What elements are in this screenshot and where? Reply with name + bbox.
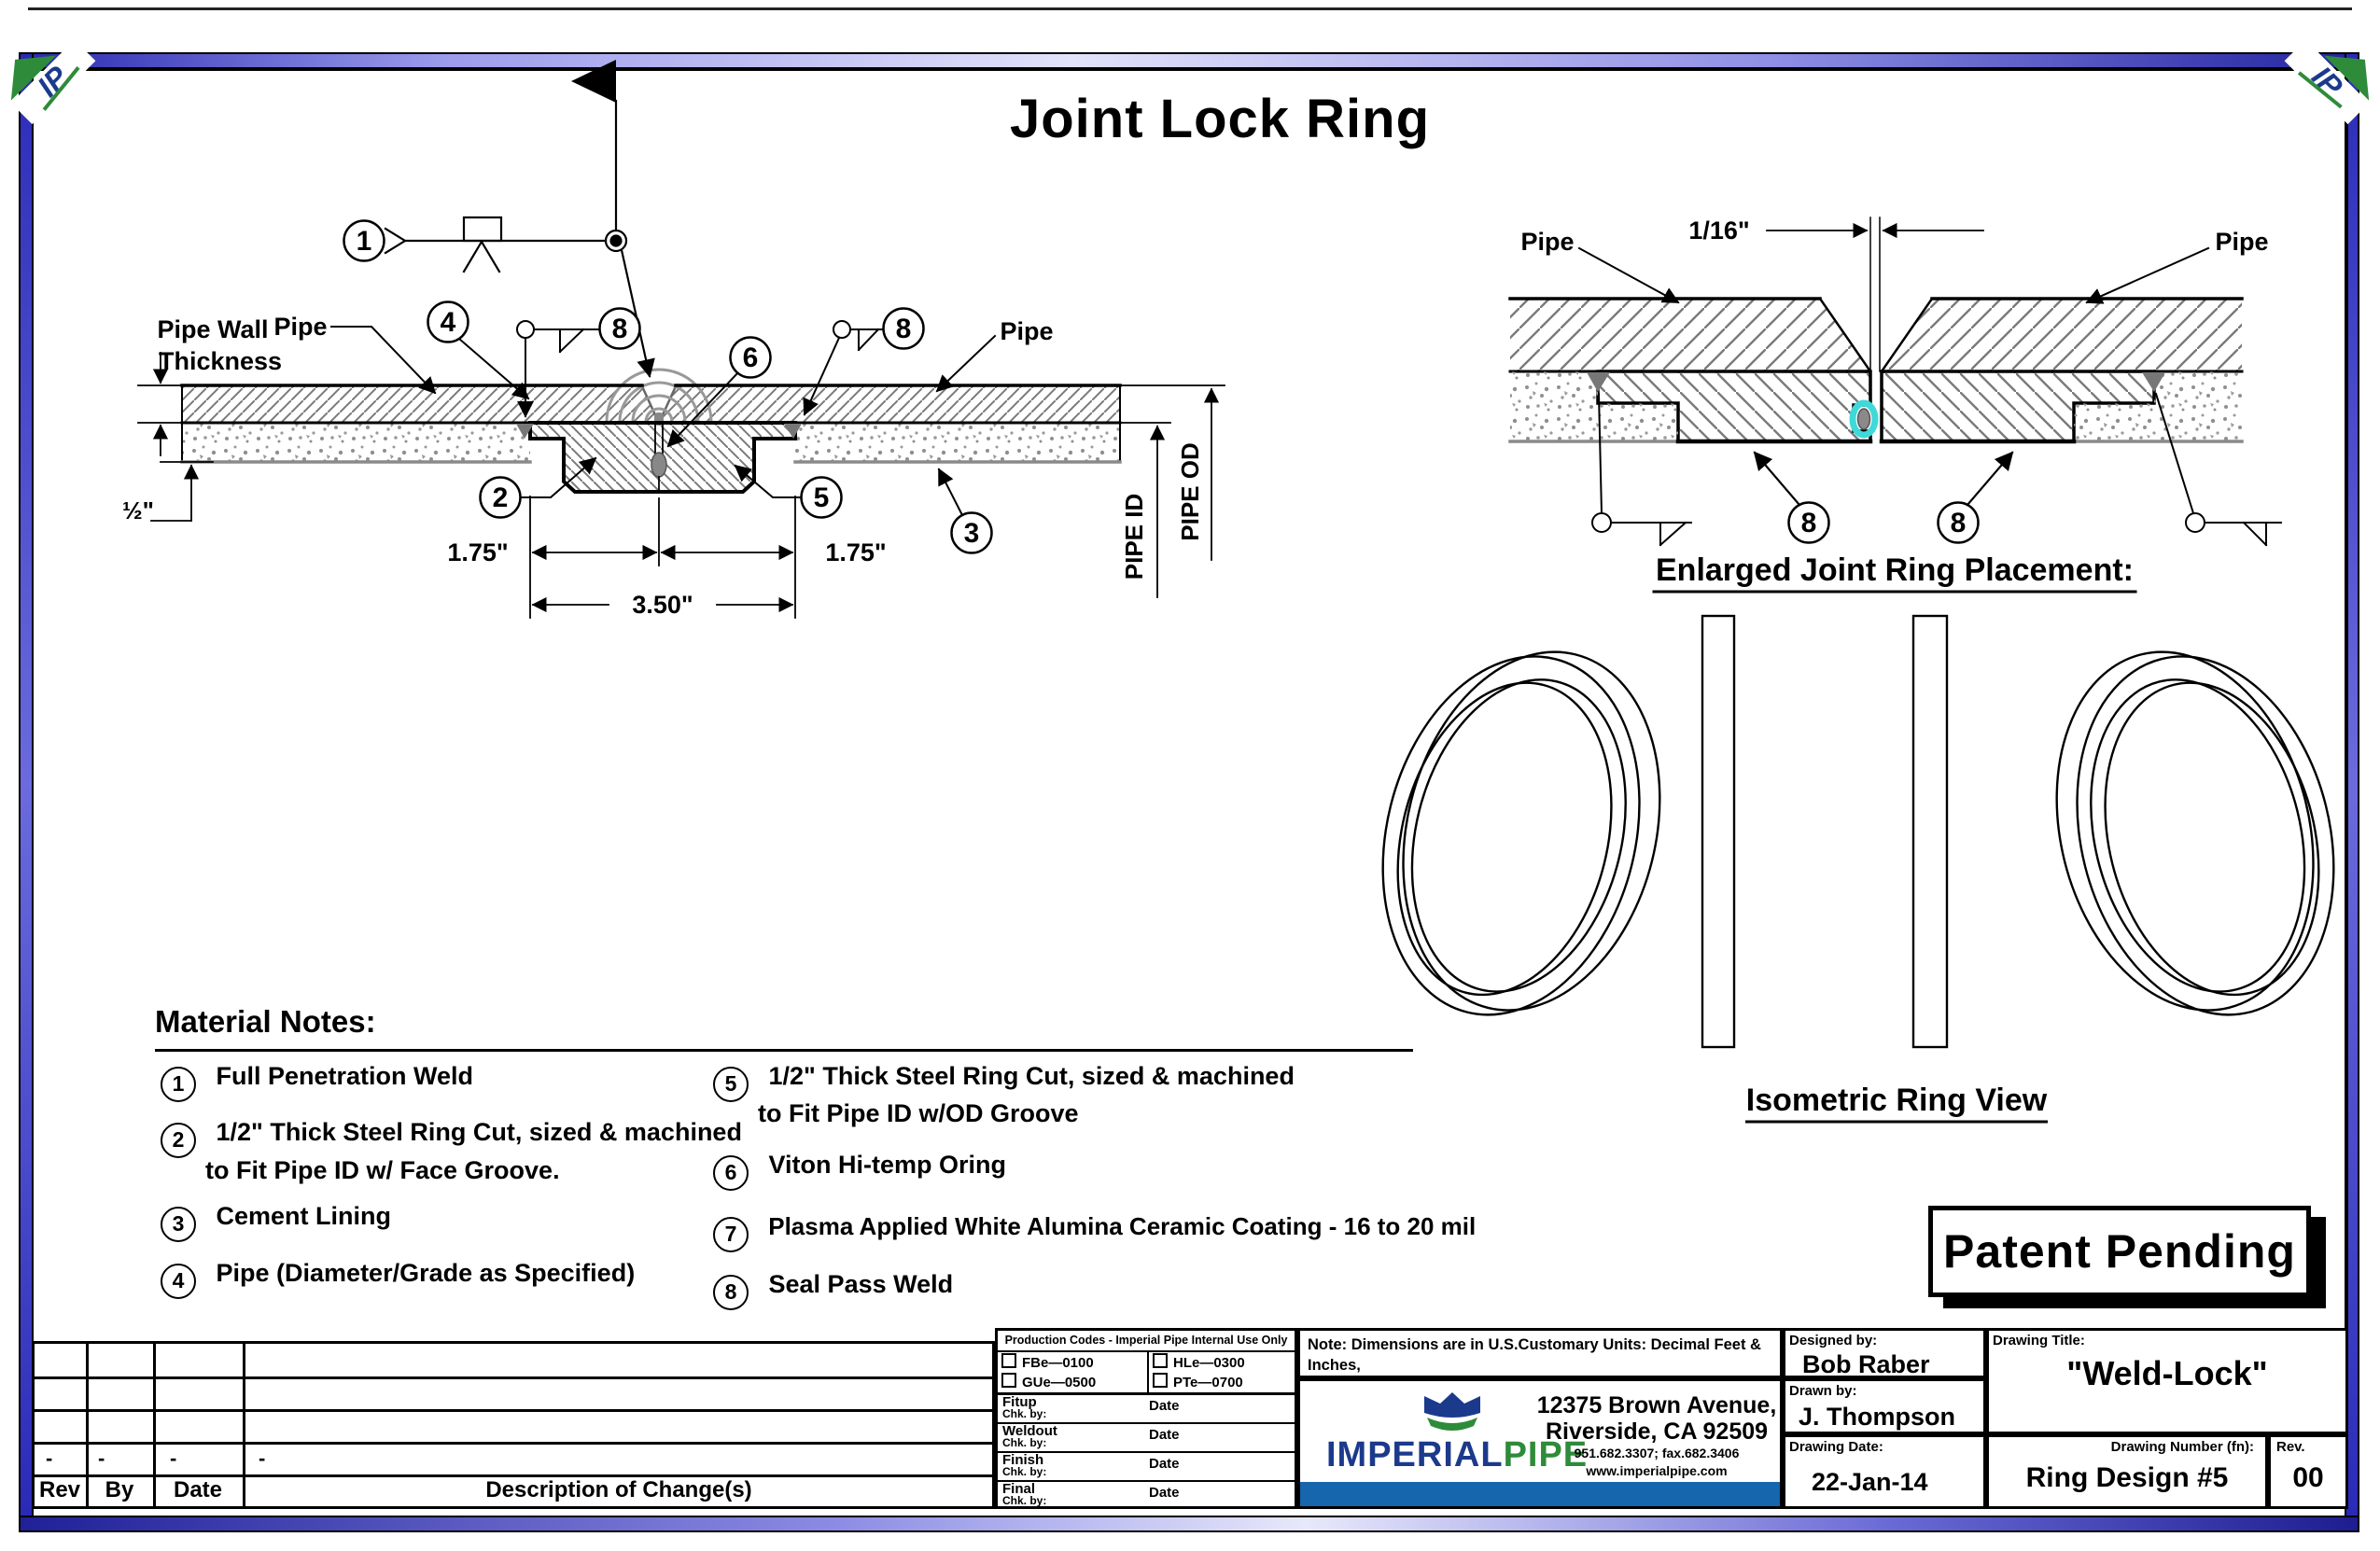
drawing-date-label: Drawing Date:: [1789, 1439, 1883, 1455]
note-num-1: 1: [161, 1067, 196, 1102]
note-item-7: [713, 1212, 1476, 1252]
enlarged-callout-8-left: 8: [1800, 508, 1817, 538]
final-date-label: Date: [1149, 1485, 1180, 1501]
material-notes-heading: Material Notes:: [155, 1004, 376, 1039]
note-item-1: [161, 1062, 473, 1102]
patent-pending-stamp: Patent Pending: [1928, 1206, 2311, 1297]
callout-1: 1: [356, 226, 372, 257]
drawn-by-box: [1783, 1378, 1986, 1434]
pipe-wall-label-2: Thickness: [158, 347, 283, 375]
gap-dim-label: 1/16": [1688, 217, 1750, 245]
note-num-2: 2: [161, 1123, 196, 1158]
pipe-wall-label-1: Pipe Wall: [157, 315, 269, 343]
wordmark-imperial: IMPERIAL: [1326, 1435, 1504, 1474]
rev-col-header: Rev: [38, 1477, 81, 1502]
note-item-2: [161, 1118, 742, 1158]
pipe-label-left-leader: [331, 327, 435, 393]
corner-ip-badge-left: [0, 20, 96, 124]
rev-dash: -: [98, 1446, 105, 1470]
note-text-1: Full Penetration Weld: [216, 1062, 474, 1090]
note-num-4: 4: [161, 1264, 196, 1299]
rev-table-divider: [86, 1344, 89, 1506]
note-text-7: Plasma Applied White Alumina Ceramic Coating - 16 to 20 mil: [768, 1212, 1477, 1240]
finish-row: [998, 1453, 1295, 1482]
cement-lining-left: [182, 423, 530, 462]
code-label: PTe—0700: [1173, 1375, 1243, 1390]
enlarged-pipe-left: [1510, 299, 1870, 371]
cement-thickness-dim: [151, 462, 213, 521]
address-line2: Riverside, CA 92509: [1545, 1418, 1769, 1445]
corner-badge-text: IP: [2305, 59, 2350, 104]
rev-value: 00: [2292, 1462, 2324, 1493]
iso-ring-right: [2021, 620, 2370, 1046]
rev-box: [2268, 1434, 2348, 1509]
note-num-6: 6: [713, 1155, 749, 1191]
isometric-heading: Isometric Ring View: [1745, 1083, 2048, 1118]
pipe-id-label: PIPE ID: [1120, 493, 1148, 580]
finish-date-label: Date: [1149, 1456, 1180, 1472]
enlarged-pipe-label-left: Pipe: [1520, 228, 1575, 256]
rev-label: Rev.: [2276, 1439, 2305, 1455]
note-text-3: Cement Lining: [216, 1202, 392, 1230]
company-blue-bar: [1300, 1482, 1780, 1506]
fitup-label: Fitup: [1002, 1394, 1037, 1410]
callout-8-right: 8: [895, 314, 912, 344]
note-num-7: 7: [713, 1217, 749, 1252]
drawing-title-box: [1986, 1328, 2348, 1434]
description-col-header: Description of Change(s): [485, 1477, 752, 1502]
fitup-row: [998, 1395, 1295, 1424]
weldout-label: Weldout: [1002, 1423, 1057, 1439]
oring: [651, 453, 666, 477]
company-address: [1533, 1392, 1780, 1480]
dim-half-inch: ½": [121, 496, 155, 524]
wordmark-pipe: PIPE: [1503, 1435, 1589, 1474]
fitup-chk-by: Chk. by:: [1002, 1407, 1047, 1420]
drawing-date-value: 22-Jan-14: [1812, 1468, 1928, 1496]
note-num-8: 8: [713, 1275, 749, 1310]
dim-350: 3.50": [632, 591, 693, 619]
enlarged-pipe-label-right: Pipe: [2215, 228, 2269, 256]
designed-by-box: [1783, 1328, 1986, 1378]
by-col-header: By: [105, 1477, 134, 1502]
code-label: HLe—0300: [1173, 1355, 1245, 1371]
note-item-4: [161, 1259, 635, 1299]
rev-table-divider: [243, 1344, 245, 1506]
units-note: [1297, 1328, 1783, 1378]
note-item-3: [161, 1202, 391, 1242]
pipe-label-right: Pipe: [1000, 317, 1054, 345]
units-note-line1: Note: Dimensions are in U.S.Customary Units: Decimal Feet & Inches,: [1308, 1336, 1761, 1374]
production-codes-heading: Production Codes - Imperial Pipe Internal Use Only: [998, 1331, 1295, 1352]
final-chk-by: Chk. by:: [1002, 1494, 1047, 1507]
pipe-od-label: PIPE OD: [1176, 442, 1204, 541]
enlarged-view-heading: Enlarged Joint Ring Placement:: [1656, 552, 2134, 588]
drawn-by-label: Drawn by:: [1789, 1383, 1857, 1399]
designed-by-value: Bob Raber: [1802, 1350, 1930, 1378]
company-website: www.imperialpipe.com: [1586, 1463, 1728, 1478]
production-codes-checks: [998, 1352, 1295, 1395]
enlarged-joint-view: [1510, 217, 2281, 592]
callout-3-leader: [939, 469, 962, 515]
designed-by-label: Designed by:: [1789, 1333, 1878, 1348]
callout-8-left: 8: [611, 314, 628, 344]
enlarged-pipe-right: [1882, 299, 2242, 371]
callout-6: 6: [742, 342, 759, 373]
iso-ring-edge-right: [1913, 616, 1947, 1047]
pipe-label-left: Pipe: [273, 313, 328, 341]
note-num-5: 5: [713, 1067, 749, 1102]
date-col-header: Date: [173, 1477, 223, 1502]
dim-175-right: 1.75": [825, 538, 887, 566]
drawing-number-box: [1986, 1434, 2268, 1509]
drawing-title-value: "Weld-Lock": [2066, 1354, 2268, 1392]
cement-lining-right: [795, 423, 1120, 462]
fitup-date-label: Date: [1149, 1398, 1180, 1414]
corner-badge-text: IP: [30, 59, 75, 104]
pip e-label-right-leader: [937, 336, 995, 391]
note-item-8: [713, 1270, 953, 1310]
callout-3: 3: [963, 518, 980, 549]
company-phone: 951.682.3307; fax.682.3406: [1574, 1446, 1740, 1460]
production-codes-box: [995, 1328, 1297, 1509]
note-num-3: 3: [161, 1207, 196, 1242]
drawing-title-label: Drawing Title:: [1993, 1333, 2085, 1348]
finish-label: Finish: [1002, 1452, 1044, 1468]
callout-5: 5: [813, 482, 830, 513]
drawing-date-box: [1783, 1434, 1986, 1509]
address-line1: 12375 Brown Avenue,: [1536, 1392, 1777, 1418]
revision-table: [32, 1341, 995, 1509]
iso-ring-edge-left: [1702, 616, 1734, 1047]
note-text-5b: to Fit Pipe ID w/OD Groove: [758, 1099, 1079, 1127]
rev-dash: -: [170, 1446, 177, 1470]
isometric-ring-view: [1347, 616, 2370, 1122]
rev-dash: -: [46, 1446, 53, 1470]
drawing-number-label: Drawing Number (fn):: [2110, 1439, 2254, 1455]
rev-table-row-line: [35, 1442, 992, 1445]
note-text-4: Pipe (Diameter/Grade as Specified): [216, 1259, 636, 1287]
code-label: GUe—0500: [1022, 1375, 1097, 1390]
corner-ip-badge-right: [2284, 20, 2380, 124]
enlarged-pipe-right-leader: [2087, 248, 2208, 302]
note-text-2b: to Fit Pipe ID w/ Face Groove.: [205, 1156, 560, 1184]
code-label: FBe—0100: [1022, 1355, 1094, 1371]
enlarged-oring: [1858, 409, 1870, 429]
drawn-by-value: J. Thompson: [1799, 1403, 1955, 1431]
rev-table-divider: [153, 1344, 156, 1506]
iso-ring-left: [1347, 620, 1696, 1046]
material-notes-rule: [155, 1049, 1413, 1052]
note-text-6: Viton Hi-temp Oring: [768, 1151, 1007, 1179]
weldout-row: [998, 1424, 1295, 1453]
weldout-date-label: Date: [1149, 1427, 1180, 1443]
rev-dash: -: [259, 1446, 266, 1470]
note-text-8: Seal Pass Weld: [768, 1270, 954, 1298]
checkbox-icon: [1001, 1353, 1016, 1368]
note-item-5: [713, 1062, 1295, 1102]
rev-table-row-line: [35, 1376, 992, 1379]
note-text-2: 1/2" Thick Steel Ring Cut, sized & machined: [216, 1118, 742, 1146]
checkbox-icon: [1153, 1373, 1168, 1388]
company-block: [1297, 1378, 1783, 1509]
finish-chk-by: Chk. by:: [1002, 1465, 1047, 1478]
checkbox-icon: [1001, 1373, 1016, 1388]
callout-4: 4: [440, 307, 456, 338]
callout-2: 2: [492, 482, 509, 513]
checkbox-icon: [1153, 1353, 1168, 1368]
rev-table-row-line: [35, 1409, 992, 1412]
note-text-5: 1/2" Thick Steel Ring Cut, sized & machined: [768, 1062, 1295, 1090]
weldout-chk-by: Chk. by:: [1002, 1436, 1047, 1449]
enlarged-callout-8-right: 8: [1950, 508, 1967, 538]
final-label: Final: [1002, 1481, 1036, 1497]
dim-175-left: 1.75": [447, 538, 509, 566]
drawing-number-value: Ring Design #5: [2025, 1462, 2229, 1493]
final-row: [998, 1482, 1295, 1509]
enlarged-pipe-left-leader: [1579, 248, 1678, 302]
page-title: Joint Lock Ring: [1010, 89, 1430, 149]
note-item-6: [713, 1151, 1006, 1191]
